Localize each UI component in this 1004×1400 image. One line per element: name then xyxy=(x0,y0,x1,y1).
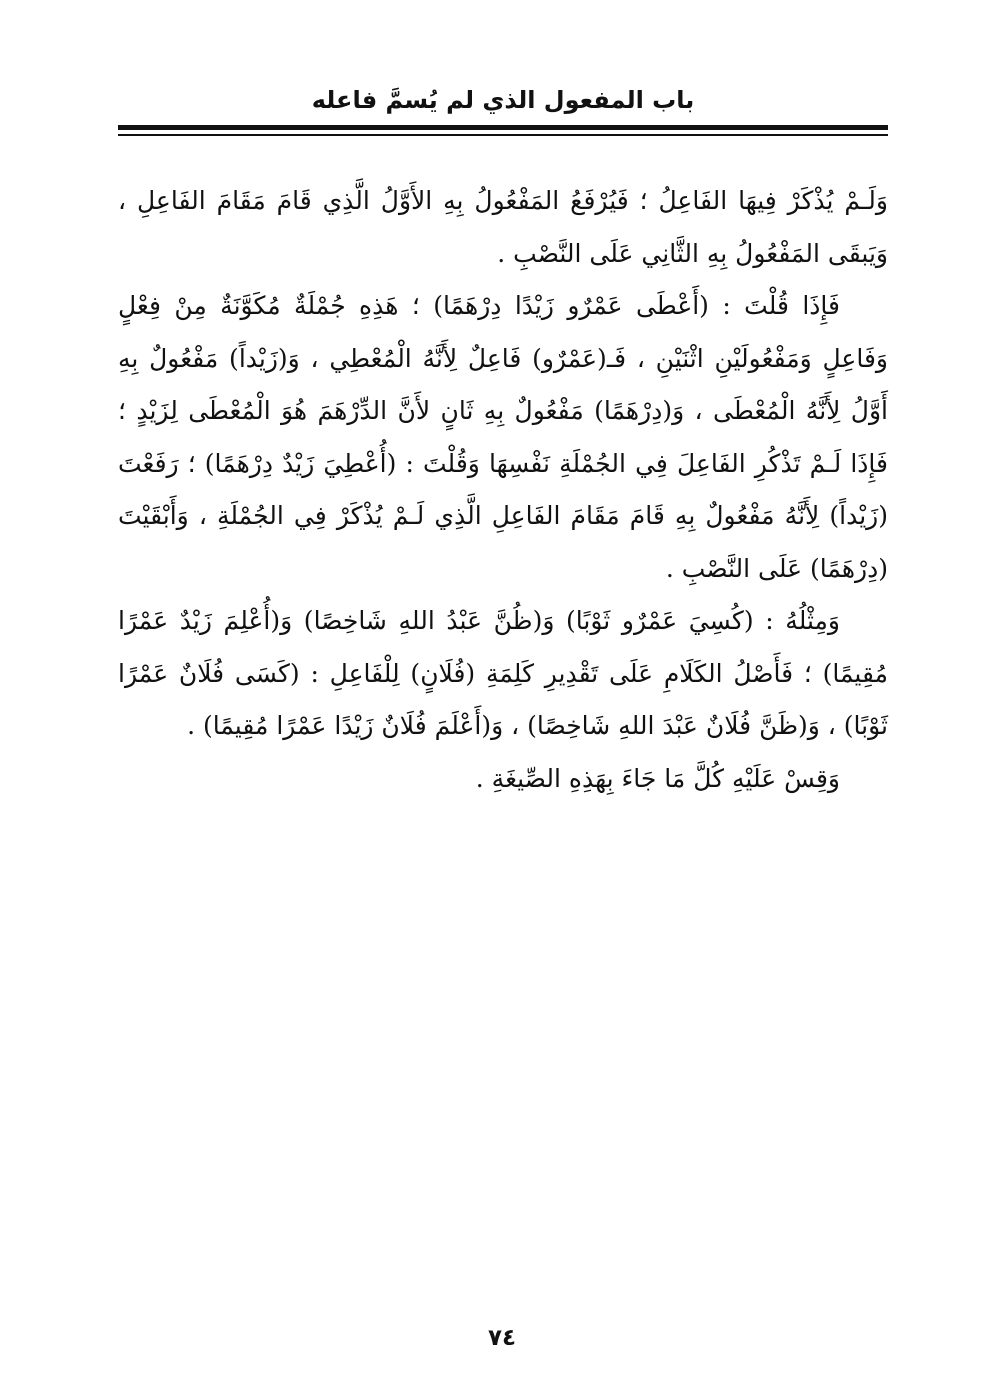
body-text xyxy=(118,175,888,805)
paragraph-1: وَلَـمْ يُذْكَرْ فِيهَا الفَاعِلُ ؛ فَيُرْفَعُ المَفْعُولُ بِهِ الأَوَّلُ الَّذِي قَامَ مَقَامَ الفَاعِلِ ، وَيَبقَى المَفْعُولُ بِهِ الثَّانِي عَلَى النَّصْبِ . xyxy=(118,186,888,268)
paragraph-2: فَإِذَا قُلْتَ : (أَعْطَى عَمْرٌو زَيْدًا دِرْهَمًا) ؛ هَذِهِ جُمْلَةٌ مُكَوَّنَةٌ مِنْ فِعْلٍ وَفَاعِلٍ وَمَفْعُولَيْنِ اثْنَيْنِ ، فَـ(عَمْرٌو) فَاعِلٌ لِأَنَّهُ الْمُعْطِي ، وَ(زَيْداً) مَفْعُولٌ بِهِ أَوَّلُ لِأَنَّهُ الْمُعْطَى ، وَ(دِرْهَمًا) مَفْعُولٌ بِهِ ثَانٍ لأَنَّ الدِّرْهَمَ هُوَ الْمُعْطَى لِزَيْدٍ ؛ فَإِذَا لَـمْ تَذْكُرِ الفَاعِلَ فِي الجُمْلَةِ نَفْسِهَا وَقُلْتَ : (أُعْطِيَ زَيْدٌ دِرْهَمًا) ؛ رَفَعْتَ (زَيْداً) لِأَنَّهُ مَفْعُولٌ بِهِ قَامَ مَقَامَ الفَاعِلِ الَّذِي لَـمْ يُذْكَرْ فِي الجُمْلَةِ ، وَأَبْقَيْتَ (دِرْهَمًا) عَلَى النَّصْبِ . xyxy=(118,291,888,583)
header-rule-thick xyxy=(118,125,888,130)
header-rule-thin xyxy=(118,134,888,136)
paragraph-3: وَمِثْلُهُ : (كُسِيَ عَمْرٌو ثَوْبًا) وَ(ظُنَّ عَبْدُ اللهِ شَاخِصًا) وَ(أُعْلِمَ زَيْدٌ عَمْرًا مُقِيمًا) ؛ فَأَصْلُ الكَلَامِ عَلَى تَقْدِيرِ كَلِمَةِ (فُلَانٍ) لِلْفَاعِلِ : (كَسَى فُلَانٌ عَمْرًا ثَوْبًا) ، وَ(ظَنَّ فُلَانٌ عَبْدَ اللهِ شَاخِصًا) ، وَ(أَعْلَمَ فُلَانٌ زَيْدًا عَمْرًا مُقِيمًا) . xyxy=(118,606,888,740)
paragraph-4: وَقِسْ عَلَيْهِ كُلَّ مَا جَاءَ بِهَذِهِ الصِّيغَةِ . xyxy=(475,763,840,793)
page-number: ٧٤ xyxy=(487,1325,517,1351)
running-header-title: باب المفعول الذي لم يُسمَّ فاعله xyxy=(311,86,695,114)
